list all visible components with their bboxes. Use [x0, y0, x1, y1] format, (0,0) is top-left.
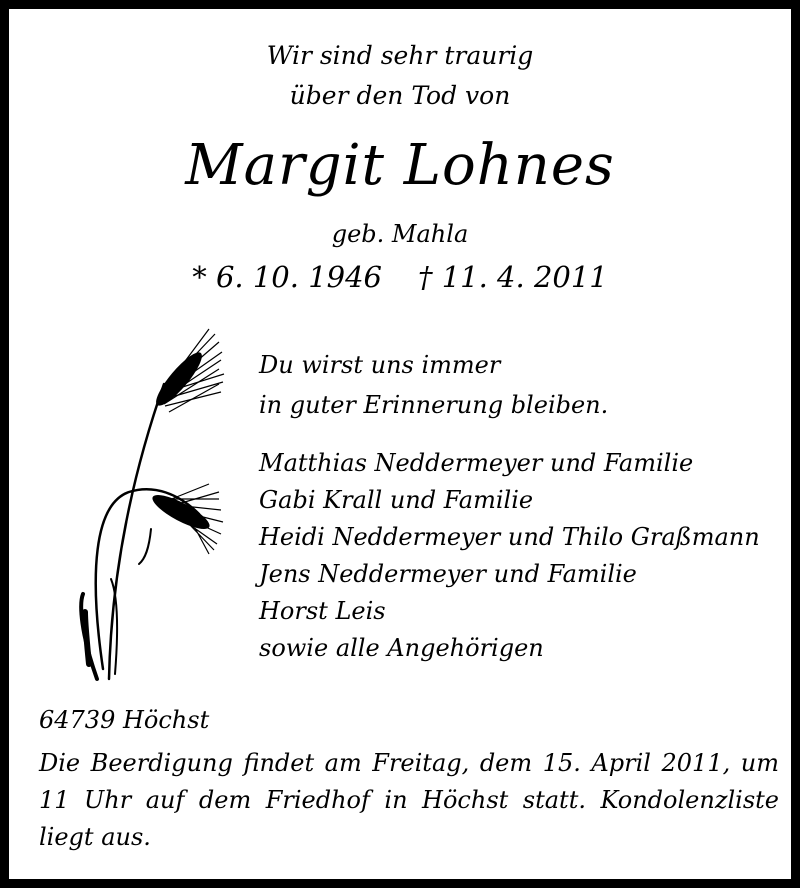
mourner-item: Jens Neddermeyer und Familie	[259, 560, 637, 588]
mourner-item: Heidi Neddermeyer und Thilo Graßmann	[259, 523, 760, 551]
birth-date: * 6. 10. 1946	[192, 260, 382, 294]
death-date: † 11. 4. 2011	[418, 260, 608, 294]
mourners-list	[259, 445, 760, 667]
deceased-name: Margit Lohnes	[185, 133, 615, 198]
funeral-info: Die Beerdigung findet am Freitag, dem 15. April 2011, um 11 Uhr auf dem Friedhof in Höchst statt. Kondolenzliste liegt aus.	[39, 749, 779, 851]
quote-line-2: in guter Erinnerung bleiben.	[259, 391, 609, 419]
mourner-item: sowie alle Angehörigen	[259, 634, 544, 662]
mourner-item: Gabi Krall und Familie	[259, 486, 534, 514]
life-dates	[9, 260, 791, 294]
mourner-item: Horst Leis	[259, 597, 386, 625]
wheat-ears-icon	[69, 324, 239, 684]
birth-name: geb. Mahla	[331, 220, 469, 248]
mourner-item: Matthias Neddermeyer und Familie	[259, 449, 694, 477]
place: 64739 Höchst	[39, 706, 210, 734]
intro-line-2: über den Tod von	[289, 81, 511, 110]
intro-line-1: Wir sind sehr traurig	[266, 41, 534, 70]
quote-line-1: Du wirst uns immer	[259, 351, 501, 379]
